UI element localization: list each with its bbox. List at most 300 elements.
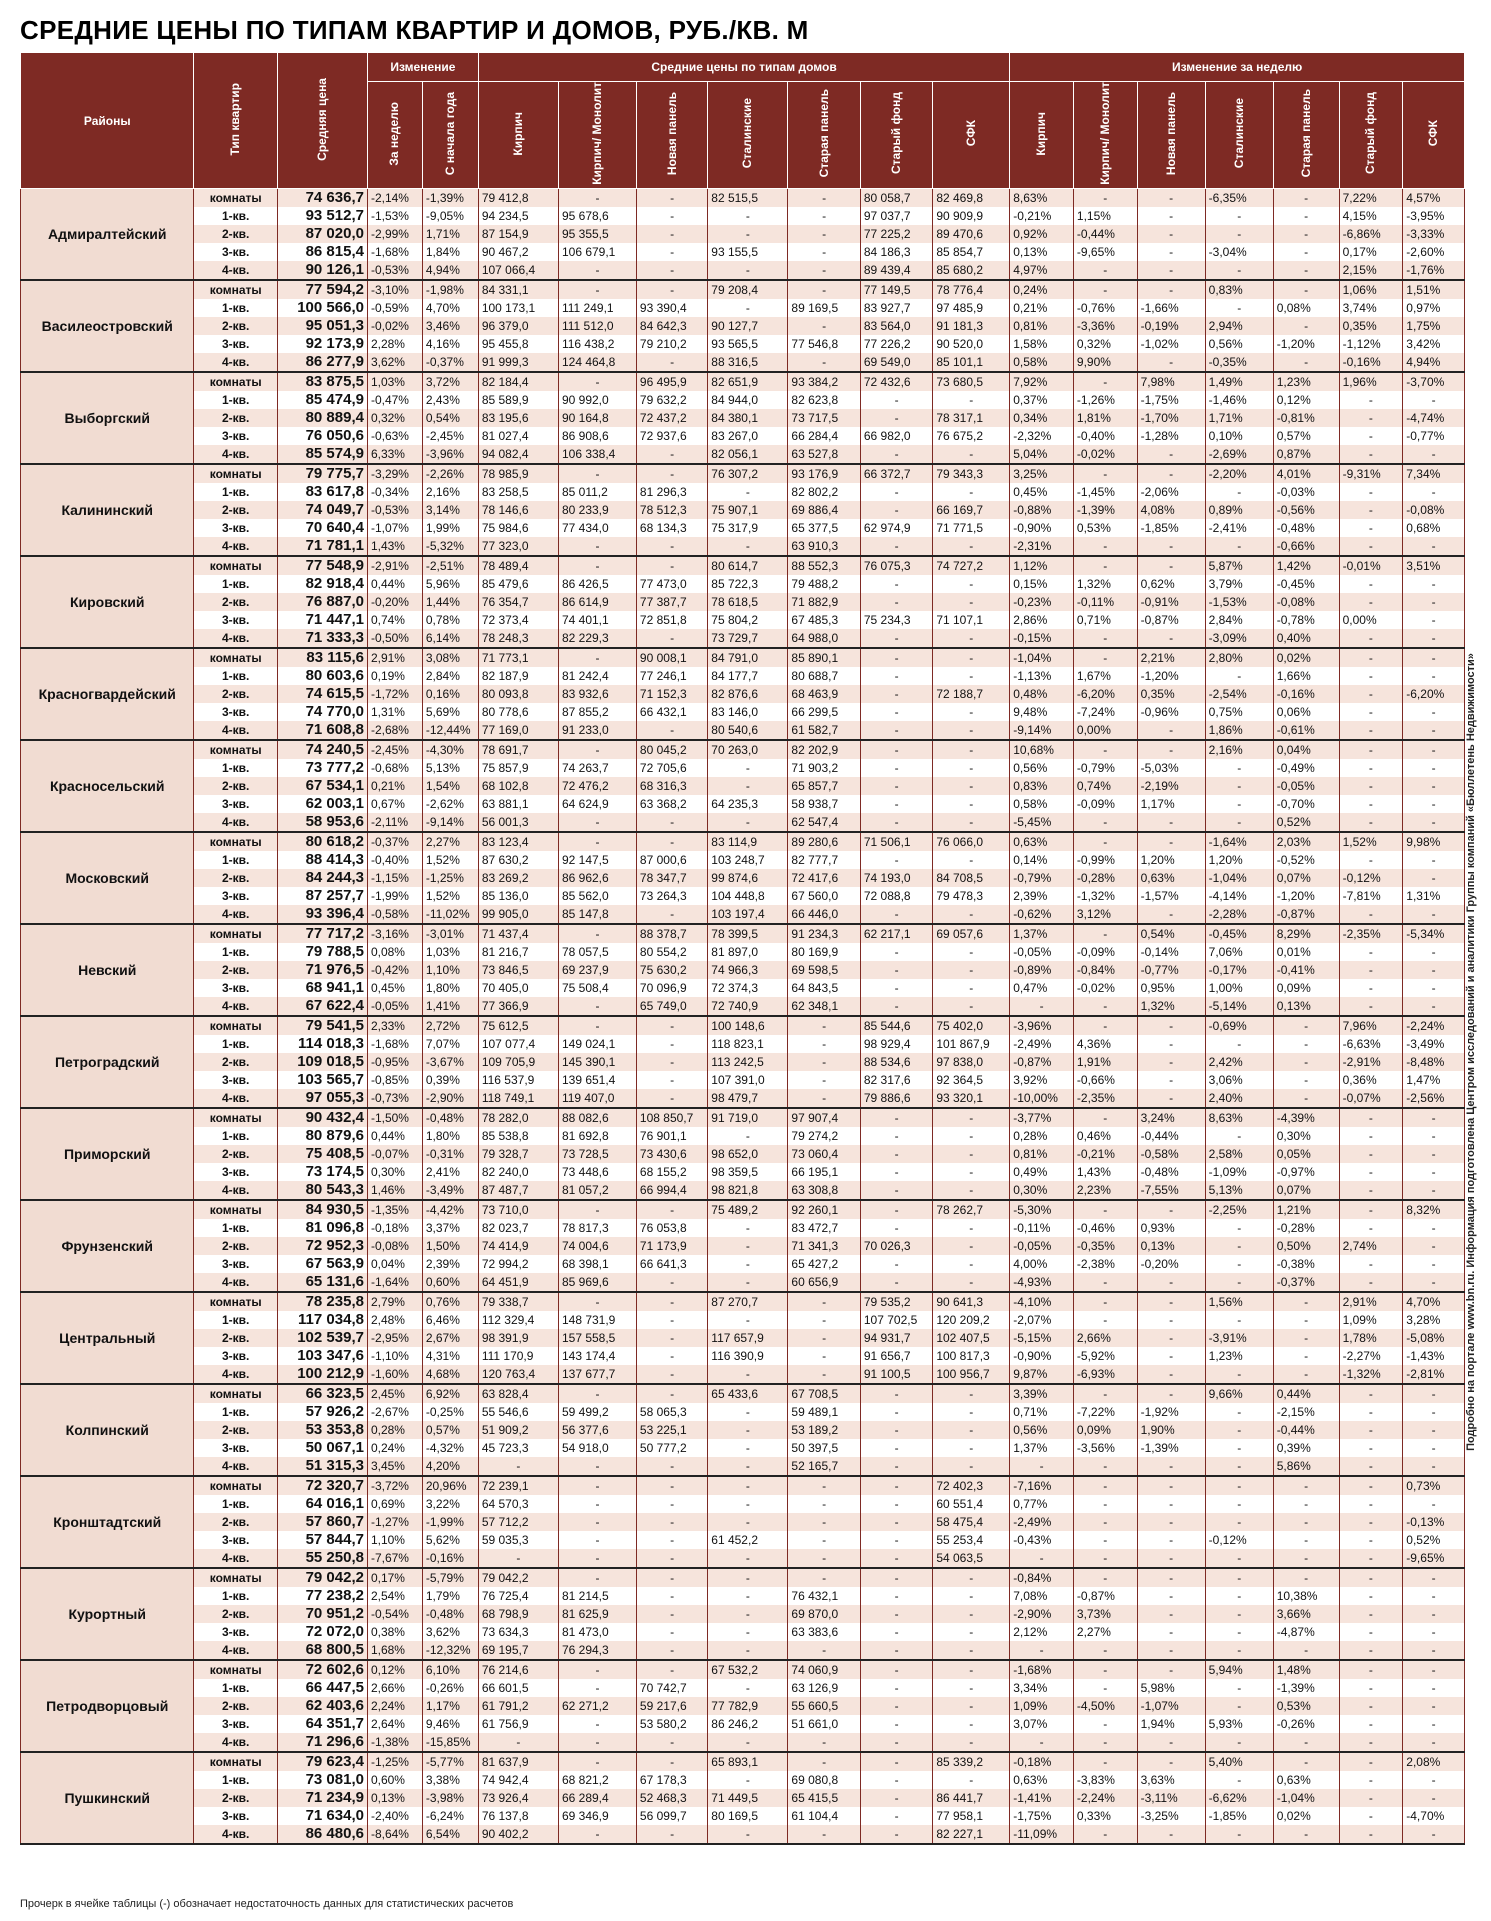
value-cell: -9,65% [1073,243,1137,261]
value-cell: 62 547,4 [788,813,860,832]
value-cell: 85 147,8 [558,905,636,924]
value-cell: 1,48% [1273,1660,1339,1679]
value-cell: 1,23% [1273,372,1339,391]
value-cell: 1,80% [422,979,478,997]
col-header-week-3 [1205,82,1273,189]
value-cell: -0,37% [1273,1273,1339,1292]
value-cell: - [558,1825,636,1844]
value-cell: - [1137,464,1205,483]
table-row [21,1623,1465,1641]
value-cell: 1,23% [1205,1347,1273,1365]
value-cell: 0,58% [1010,353,1074,372]
value-cell: - [860,905,932,924]
avg-price-cell: 71 234,9 [277,1789,367,1807]
value-cell: - [860,1127,932,1145]
value-cell: - [788,317,860,335]
value-cell: 2,27% [422,832,478,851]
value-cell: 6,10% [422,1660,478,1679]
value-cell: -5,45% [1010,813,1074,832]
value-cell: 157 558,5 [558,1329,636,1347]
value-cell: 100 817,3 [933,1347,1010,1365]
group-header-change: Изменение [367,53,478,82]
value-cell: 79 632,2 [636,391,707,409]
value-cell: 80 554,2 [636,943,707,961]
value-cell: 78 985,9 [478,464,558,483]
avg-price-cell: 66 323,5 [277,1384,367,1403]
value-cell: -4,32% [422,1439,478,1457]
value-cell: - [636,1089,707,1108]
value-cell: 0,04% [1273,740,1339,759]
value-cell: -4,50% [1073,1697,1137,1715]
value-cell: 82 651,9 [708,372,788,391]
col-header-week-5-label: Старый фонд [1363,92,1378,175]
avg-price-cell: 75 408,5 [277,1145,367,1163]
value-cell: 0,49% [1010,1163,1074,1181]
apt-type-cell: 4-кв. [194,813,277,832]
table-row [21,261,1465,280]
value-cell: 2,03% [1273,832,1339,851]
table-row [21,372,1465,391]
footnote: Прочерк в ячейке таблицы (-) обозначает недостаточность данных для статистических расчетов [20,1898,514,1910]
value-cell: - [636,1457,707,1476]
value-cell: 78 248,3 [478,629,558,648]
value-cell: 58 475,4 [933,1513,1010,1531]
value-cell: - [636,1623,707,1641]
district-name: Фрунзенский [21,1200,194,1292]
value-cell: 61 452,2 [708,1531,788,1549]
value-cell: 0,52% [1273,813,1339,832]
value-cell: - [1073,648,1137,667]
value-cell: - [558,1679,636,1697]
value-cell: 58 938,7 [788,795,860,813]
value-cell: - [1073,924,1137,943]
value-cell: - [1137,832,1205,851]
value-cell: - [1205,1641,1273,1660]
value-cell: - [860,1752,932,1771]
value-cell: -2,06% [1137,483,1205,501]
value-cell: 83 114,9 [708,832,788,851]
value-cell: -0,45% [1273,575,1339,593]
table-row [21,1421,1465,1439]
value-cell: - [1137,261,1205,280]
value-cell: - [788,1733,860,1752]
value-cell: 2,40% [1205,1089,1273,1108]
value-cell: -1,32% [1073,887,1137,905]
value-cell: -3,36% [1073,317,1137,335]
value-cell: - [933,1697,1010,1715]
value-cell: - [860,391,932,409]
value-cell: - [1137,1733,1205,1752]
value-cell: 98 652,0 [708,1145,788,1163]
apt-type-cell: 4-кв. [194,997,277,1016]
value-cell: - [860,593,932,611]
value-cell: 0,62% [1137,575,1205,593]
col-header-price-0-label: Кирпич [510,111,525,156]
value-cell: - [1137,1660,1205,1679]
value-cell: - [1339,391,1403,409]
col-header-price-1-label: Кирпич/ Монолит [589,82,604,185]
value-cell: - [708,1771,788,1789]
value-cell: 1,99% [422,519,478,537]
value-cell: -2,81% [1403,1365,1465,1384]
value-cell: - [788,1311,860,1329]
col-header-avg-price [277,53,367,189]
value-cell: - [1205,1679,1273,1697]
value-cell: 51 661,0 [788,1715,860,1733]
value-cell: 0,56% [1010,759,1074,777]
value-cell: -1,46% [1205,391,1273,409]
value-cell: 0,44% [367,1127,422,1145]
value-cell: - [636,1384,707,1403]
value-cell: - [1403,1605,1465,1623]
value-cell: 77 246,1 [636,667,707,685]
value-cell: -0,08% [367,1237,422,1255]
value-cell: 3,73% [1073,1605,1137,1623]
value-cell: - [636,243,707,261]
value-cell: 2,24% [367,1697,422,1715]
value-cell: -5,79% [422,1568,478,1587]
value-cell: -1,20% [1273,887,1339,905]
value-cell: - [708,1549,788,1568]
value-cell: - [1403,629,1465,648]
apt-type-cell: 3-кв. [194,1071,277,1089]
value-cell: 72 437,2 [636,409,707,427]
value-cell: 0,16% [422,685,478,703]
value-cell: -1,27% [367,1513,422,1531]
value-cell: - [788,1035,860,1053]
value-cell: - [636,1513,707,1531]
value-cell: 1,68% [367,1641,422,1660]
value-cell: - [788,1752,860,1771]
value-cell: 77 782,9 [708,1697,788,1715]
value-cell: -0,48% [422,1108,478,1127]
apt-type-cell: 1-кв. [194,943,277,961]
value-cell: - [1339,483,1403,501]
value-cell: -0,54% [367,1605,422,1623]
value-cell: -0,07% [1339,1089,1403,1108]
value-cell: - [1137,207,1205,225]
value-cell: 109 705,9 [478,1053,558,1071]
table-row [21,1697,1465,1715]
apt-type-cell: комнаты [194,1292,277,1311]
value-cell: 0,02% [1273,1807,1339,1825]
value-cell: 73 060,4 [788,1145,860,1163]
value-cell: - [1403,1771,1465,1789]
value-cell: 83 267,0 [708,427,788,445]
value-cell: 76 307,2 [708,464,788,483]
value-cell: - [1137,1035,1205,1053]
value-cell: - [1205,1273,1273,1292]
value-cell: 74 414,9 [478,1237,558,1255]
value-cell: 63 881,1 [478,795,558,813]
value-cell: -6,24% [422,1807,478,1825]
value-cell: -1,72% [367,685,422,703]
value-cell: 1,17% [1137,795,1205,813]
table-row [21,685,1465,703]
value-cell: - [1339,1457,1403,1476]
value-cell: - [478,1733,558,1752]
table-row [21,243,1465,261]
apt-type-cell: 2-кв. [194,593,277,611]
value-cell: 61 104,4 [788,1807,860,1825]
value-cell: 77 169,0 [478,721,558,740]
value-cell: - [933,1273,1010,1292]
value-cell: - [860,1439,932,1457]
value-cell: 8,63% [1205,1108,1273,1127]
apt-type-cell: 2-кв. [194,1697,277,1715]
value-cell: -6,35% [1205,189,1273,208]
value-cell: 97 037,7 [860,207,932,225]
value-cell: - [1137,556,1205,575]
value-cell: 72 374,3 [708,979,788,997]
avg-price-cell: 74 615,5 [277,685,367,703]
value-cell: 1,91% [1073,1053,1137,1071]
avg-price-cell: 79 775,7 [277,464,367,483]
value-cell: - [1073,1495,1137,1513]
value-cell: 1,21% [1273,1200,1339,1219]
value-cell: -0,97% [1273,1163,1339,1181]
value-cell: 0,24% [1010,280,1074,299]
value-cell: - [636,721,707,740]
value-cell: -2,40% [367,1807,422,1825]
district-name: Калининский [21,464,194,556]
value-cell: 137 677,7 [558,1365,636,1384]
value-cell: 66 601,5 [478,1679,558,1697]
value-cell: 5,86% [1273,1457,1339,1476]
value-cell: -0,14% [1137,943,1205,961]
apt-type-cell: 4-кв. [194,1089,277,1108]
value-cell: -0,66% [1273,537,1339,556]
value-cell: - [1403,1255,1465,1273]
value-cell: 2,16% [422,483,478,501]
value-cell: 83 195,6 [478,409,558,427]
value-cell: 1,17% [422,1697,478,1715]
value-cell: 76 137,8 [478,1807,558,1825]
value-cell: - [788,1495,860,1513]
value-cell: 4,94% [422,261,478,280]
value-cell: 120 763,4 [478,1365,558,1384]
apt-type-cell: 4-кв. [194,1181,277,1200]
value-cell: - [860,1660,932,1679]
value-cell: 77 149,5 [860,280,932,299]
avg-price-cell: 90 126,1 [277,261,367,280]
value-cell: 0,13% [1010,243,1074,261]
value-cell: - [1403,777,1465,795]
value-cell: -1,04% [1205,869,1273,887]
value-cell: -0,58% [1137,1145,1205,1163]
value-cell: 0,05% [1273,1145,1339,1163]
apt-type-cell: 4-кв. [194,537,277,556]
value-cell: 59 035,3 [478,1531,558,1549]
table-row [21,1679,1465,1697]
col-header-price-5 [860,82,932,189]
table-row [21,1549,1465,1568]
value-cell: 88 534,6 [860,1053,932,1071]
value-cell: 1,75% [1403,317,1465,335]
value-cell: 6,46% [422,1311,478,1329]
value-cell: - [933,1181,1010,1200]
value-cell: -2,27% [1339,1347,1403,1365]
value-cell: 52 165,7 [788,1457,860,1476]
table-row [21,1513,1465,1531]
avg-price-cell: 80 543,3 [277,1181,367,1200]
value-cell: - [1339,851,1403,869]
value-cell: 74 727,2 [933,556,1010,575]
value-cell: 67 178,3 [636,1771,707,1789]
value-cell: 98 359,5 [708,1163,788,1181]
value-cell: -0,05% [1273,777,1339,795]
value-cell: -1,68% [367,243,422,261]
table-row [21,501,1465,519]
value-cell: 64 988,0 [788,629,860,648]
value-cell: 78 347,7 [636,869,707,887]
col-header-week-1 [1073,82,1137,189]
value-cell: -0,87% [1073,1587,1137,1605]
value-cell: - [1137,813,1205,832]
apt-type-cell: комнаты [194,1108,277,1127]
value-cell: -4,87% [1273,1623,1339,1641]
value-cell: -3,10% [367,280,422,299]
apt-type-cell: 3-кв. [194,427,277,445]
value-cell: - [788,1016,860,1035]
value-cell: 0,54% [1137,924,1205,943]
apt-type-cell: 3-кв. [194,887,277,905]
value-cell: - [1339,629,1403,648]
value-cell: -0,53% [367,261,422,280]
value-cell: 71 506,1 [860,832,932,851]
value-cell: 0,87% [1273,445,1339,464]
avg-price-cell: 109 018,5 [277,1053,367,1071]
value-cell: -0,76% [1073,299,1137,317]
col-header-apt-type [194,53,277,189]
value-cell: - [933,813,1010,832]
value-cell: 82 623,8 [788,391,860,409]
value-cell: -1,75% [1010,1807,1074,1825]
col-header-change-1-label: С начала года [442,91,457,176]
avg-price-cell: 50 067,1 [277,1439,367,1457]
value-cell: 1,10% [422,961,478,979]
apt-type-cell: 2-кв. [194,1605,277,1623]
value-cell: - [1273,1752,1339,1771]
avg-price-cell: 77 548,9 [277,556,367,575]
table-row [21,1365,1465,1384]
value-cell: 89 470,6 [933,225,1010,243]
value-cell: 145 390,1 [558,1053,636,1071]
value-cell: - [1137,1825,1205,1844]
value-cell: 72 705,6 [636,759,707,777]
value-cell: -0,45% [1205,924,1273,943]
value-cell: 0,35% [1339,317,1403,335]
value-cell: - [933,740,1010,759]
value-cell: - [788,1641,860,1660]
value-cell: - [1205,1127,1273,1145]
avg-price-cell: 87 257,7 [277,887,367,905]
table-row [21,1200,1465,1219]
value-cell: - [708,1255,788,1273]
apt-type-cell: 2-кв. [194,1329,277,1347]
value-cell: - [860,1715,932,1733]
value-cell: 3,06% [1205,1071,1273,1089]
value-cell: - [860,667,932,685]
value-cell: - [933,1237,1010,1255]
value-cell: 95 455,8 [478,335,558,353]
table-row [21,648,1465,667]
value-cell: 69 080,8 [788,1771,860,1789]
value-cell: - [1073,1513,1137,1531]
value-cell: 0,56% [1010,1421,1074,1439]
value-cell: 100 148,6 [708,1016,788,1035]
value-cell: 101 867,9 [933,1035,1010,1053]
value-cell: 100 173,1 [478,299,558,317]
value-cell: - [1403,961,1465,979]
avg-price-cell: 80 603,6 [277,667,367,685]
value-cell: 82 317,6 [860,1071,932,1089]
value-cell: 75 489,2 [708,1200,788,1219]
apt-type-cell: 1-кв. [194,1127,277,1145]
table-row [21,1605,1465,1623]
table-row [21,1771,1465,1789]
col-header-price-6 [933,82,1010,189]
value-cell: -3,72% [367,1476,422,1495]
value-cell: 0,77% [1010,1495,1074,1513]
table-row [21,703,1465,721]
value-cell: 78 282,0 [478,1108,558,1127]
value-cell: -2,15% [1273,1403,1339,1421]
value-cell: - [1403,1660,1465,1679]
value-cell: 0,67% [367,795,422,813]
value-cell: -0,23% [1010,593,1074,611]
apt-type-cell: 3-кв. [194,1163,277,1181]
value-cell: 0,37% [1010,391,1074,409]
value-cell: 83 258,5 [478,483,558,501]
avg-price-cell: 79 788,5 [277,943,367,961]
value-cell: - [1137,1053,1205,1071]
value-cell: 92 147,5 [558,851,636,869]
table-row [21,299,1465,317]
value-cell: 10,68% [1010,740,1074,759]
value-cell: 81 057,2 [558,1181,636,1200]
value-cell: 100 956,7 [933,1365,1010,1384]
value-cell: - [933,795,1010,813]
value-cell: -1,85% [1137,519,1205,537]
value-cell: 3,12% [1073,905,1137,924]
value-cell: - [933,648,1010,667]
value-cell: -2,49% [1010,1035,1074,1053]
value-cell: 111 512,0 [558,317,636,335]
value-cell: 1,44% [422,593,478,611]
value-cell: 74 966,3 [708,961,788,979]
apt-type-cell: комнаты [194,372,277,391]
value-cell: -5,15% [1010,1329,1074,1347]
value-cell: 66 169,7 [933,501,1010,519]
value-cell: 0,83% [1205,280,1273,299]
value-cell: 80 688,7 [788,667,860,685]
value-cell: 76 214,6 [478,1660,558,1679]
apt-type-cell: 4-кв. [194,905,277,924]
value-cell: -0,69% [1205,1016,1273,1035]
value-cell: 5,94% [1205,1660,1273,1679]
table-row [21,1568,1465,1587]
apt-type-cell: 1-кв. [194,575,277,593]
value-cell: - [1339,1200,1403,1219]
value-cell: - [1073,1715,1137,1733]
value-cell: - [1205,1365,1273,1384]
value-cell: -2,35% [1073,1089,1137,1108]
value-cell: 75 508,4 [558,979,636,997]
value-cell: - [1073,556,1137,575]
value-cell: - [1073,997,1137,1016]
value-cell: 87 270,7 [708,1292,788,1311]
